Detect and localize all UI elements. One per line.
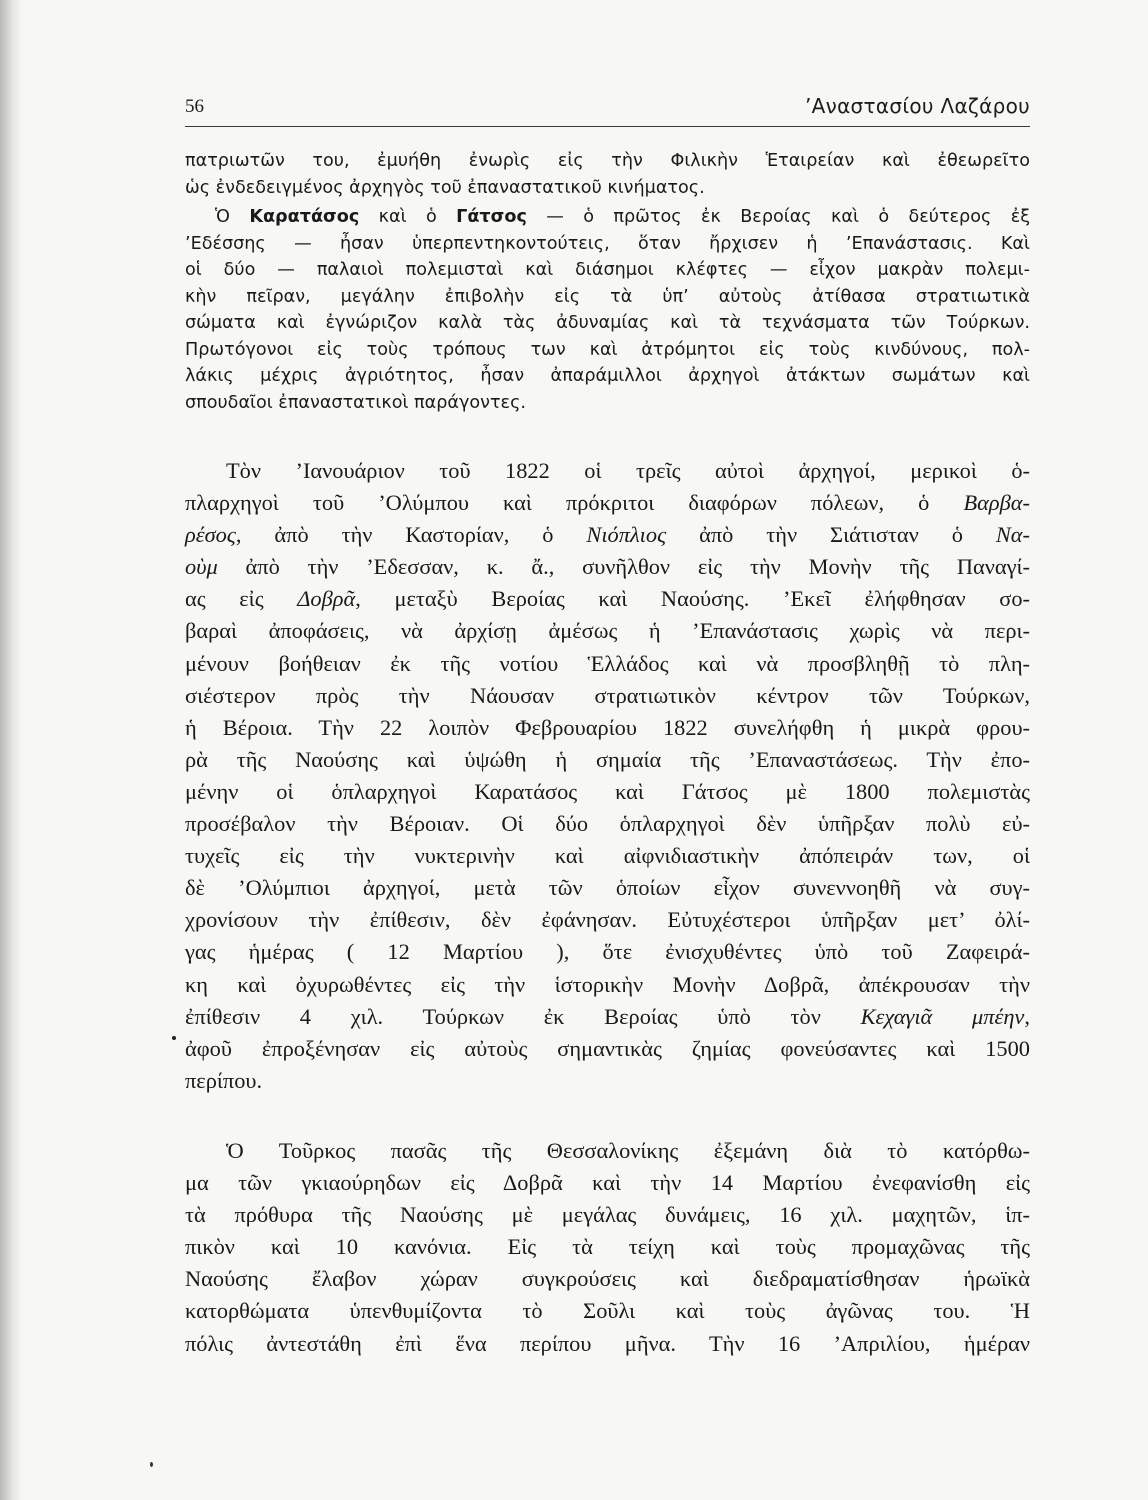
running-header (185, 92, 1030, 126)
text-line: σιέστερον πρὸς τὴν Νάουσαν στρατιωτικὸν κέντρον τῶν Τούρκων, (185, 682, 1030, 708)
text-line: κὴν πεῖραν, μεγάλην ἐπιβολὴν εἰς τὰ ὑπ’ αὐτοὺς ἀτίθασα στρατιωτικὰ (185, 286, 1030, 307)
text-line: οἱ δύο — παλαιοὶ πολεμισταὶ καὶ διάσημοι κλέφτες — εἶχον μακρὰν πολεμι- (185, 260, 1030, 280)
text-line: Ὁ Καρατάσος καὶ ὁ Γάτσος — ὁ πρῶτος ἐκ Βεροίας καὶ ὁ δεύτερος ἐξ (215, 207, 1031, 227)
text-line: κη καὶ ὀχυρωθέντες εἰς τὴν ἱστορικὴν Μονὴν Δοβρᾶ, ἀπέκρουσαν τὴν (185, 971, 1030, 997)
text-line: λάκις μέχρις ἀγριότητος, ἦσαν ἀπαράμιλλοι ἀρχηγοὶ ἀτάκτων σωμάτων καὶ (185, 366, 1030, 386)
text-line: ἐπίθεσιν 4 χιλ. Τούρκων ἐκ Βεροίας ὑπὸ τὸν Κεχαγιᾶ μπέην, (185, 1003, 1030, 1029)
text-line: Τὸν ’Ιανουάριον τοῦ 1822 οἱ τρεῖς αὐτοὶ ἀρχηγοί, μερικοὶ ὁ- (226, 458, 1030, 483)
text-line: βαραὶ ἀποφάσεις, νὰ ἀρχίσῃ ἀμέσως ἡ ’Επανάστασις χωρὶς νὰ περι- (185, 618, 1030, 644)
text-line: μένην οἱ ὁπλαρχηγοὶ Καρατάσος καὶ Γάτσος μὲ 1800 πολεμιστὰς (185, 778, 1030, 804)
scan-speck (172, 1036, 176, 1040)
text-line: πικὸν καὶ 10 κανόνια. Εἰς τὰ τείχη καὶ τοὺς προμαχῶνας τῆς (185, 1234, 1030, 1260)
text-line: ἀφοῦ ἐπροξένησαν εἰς αὐτοὺς σημαντικὰς ζημίας φονεύσαντες καὶ 1500 (185, 1035, 1030, 1061)
text-line: τὰ πρόθυρα τῆς Ναούσης μὲ μεγάλας δυνάμεις, 16 χιλ. μαχητῶν, ἱπ- (185, 1202, 1030, 1228)
scan-speck (150, 1462, 153, 1467)
text-line: πόλις ἀντεστάθη ἐπὶ ἕνα περίπου μῆνα. Τὴν 16 ’Απριλίου, ἡμέραν (185, 1330, 1030, 1356)
text-line: ἡ Βέροια. Τὴν 22 λοιπὸν Φεβρουαρίου 1822 συνελήφθη ἡ μικρὰ φρου- (185, 714, 1030, 740)
running-author: ’Αναστασίου Λαζάρου (804, 94, 1030, 118)
binding-shadow (0, 0, 22, 1500)
paragraph-karatasos-gatsos (185, 204, 1030, 416)
text-line: Πρωτόγονοι εἰς τοὺς τρόπους των καὶ ἀτρόμητοι εἰς τοὺς κινδύνους, πολ- (185, 339, 1030, 360)
text-line: μένουν βοήθειαν ἐκ τῆς νοτίου Ἑλλάδος καὶ νὰ προσβληθῇ τὸ πλη- (185, 650, 1030, 676)
paragraph-january-1822 (185, 455, 1030, 1097)
paragraph-pasha-thessaloniki (185, 1135, 1030, 1360)
text-line: ας εἰς Δοβρᾶ, μεταξὺ Βεροίας καὶ Ναούσης. ’Εκεῖ ἐλήφθησαν σο- (185, 586, 1030, 612)
text-line: κατορθώματα ὑπενθυμίζοντα τὸ Σοῦλι καὶ τοὺς ἀγῶνας του. Ἡ (185, 1298, 1030, 1324)
text-line: οὺμ ἀπὸ τὴν ’Εδεσσαν, κ. ἄ., συνῆλθον εἰς τὴν Μονὴν τῆς Παναγί- (185, 554, 1030, 580)
text-line: ’Εδέσσης — ἦσαν ὑπερπεντηκοντούτεις, ὅταν ἤρχισεν ἡ ’Επανάστασις. Καὶ (185, 233, 1030, 254)
text-line: μα τῶν γκιαούρηδων εἰς Δοβρᾶ καὶ τὴν 14 Μαρτίου ἐνεφανίσθη εἰς (185, 1170, 1030, 1196)
text-line: σώματα καὶ ἐγνώριζον καλὰ τὰς ἀδυναμίας καὶ τὰ τεχνάσματα τῶν Τούρκων. (185, 313, 1030, 333)
text-line: ρὰ τῆς Ναούσης καὶ ὑψώθη ἡ σημαία τῆς ’Επαναστάσεως. Τὴν ἐπο- (185, 746, 1030, 772)
text-line: περίπου. (185, 1067, 263, 1093)
text-line: προσέβαλον τὴν Βέροιαν. Οἱ δύο ὁπλαρχηγοὶ δὲν ὑπῆρξαν πολὺ εὐ- (185, 811, 1030, 837)
header-rule (185, 126, 1030, 127)
text-line: χρονίσουν τὴν ἐπίθεσιν, δὲν ἐφάνησαν. Εὐτυχέστεροι ὑπῆρξαν μετ’ ὀλί- (185, 907, 1030, 933)
text-line: πατριωτῶν του, ἐμυήθη ἐνωρὶς εἰς τὴν Φιλικὴν Ἑταιρείαν καὶ ἐθεωρεῖτο (185, 151, 1030, 171)
paragraph-continuation (185, 148, 1030, 201)
text-line: δὲ ’Ολύμπιοι ἀρχηγοί, μετὰ τῶν ὁποίων εἶχον συνεννοηθῆ νὰ συγ- (185, 875, 1030, 901)
text-line: τυχεῖς εἰς τὴν νυκτερινὴν καὶ αἰφνιδιαστικὴν ἀπόπειράν των, οἱ (185, 843, 1030, 869)
name-karatasos: Καρατάσος (249, 207, 360, 227)
name-gatsos: Γάτσος (456, 207, 527, 227)
text-line: Ναούσης ἔλαβον χώραν συγκρούσεις καὶ διεδραματίσθησαν ἡρωϊκὰ (185, 1266, 1030, 1292)
text-line: Ὁ Τοῦρκος πασᾶς τῆς Θεσσαλονίκης ἐξεμάνη διὰ τὸ κατόρθω- (226, 1138, 1030, 1163)
text-line: ὡς ἐνδεδειγμένος ἀρχηγὸς τοῦ ἐπαναστατικοῦ κινήματος. (185, 177, 705, 198)
page-number: 56 (185, 96, 204, 117)
text-line: πλαρχηγοὶ τοῦ ’Ολύμπου καὶ πρόκριτοι διαφόρων πόλεων, ὁ Βαρβα- (185, 490, 1030, 516)
text-line: γας ἡμέρας ( 12 Μαρτίου ), ὅτε ἐνισχυθέντες ὑπὸ τοῦ Ζαφειρά- (185, 939, 1030, 965)
text-line: σπουδαῖοι ἐπαναστατικοὶ παράγοντες. (185, 392, 526, 413)
text-line: ρέσος, ἀπὸ τὴν Καστορίαν, ὁ Νιόπλιος ἀπὸ τὴν Σιάτισταν ὁ Να- (185, 522, 1030, 548)
